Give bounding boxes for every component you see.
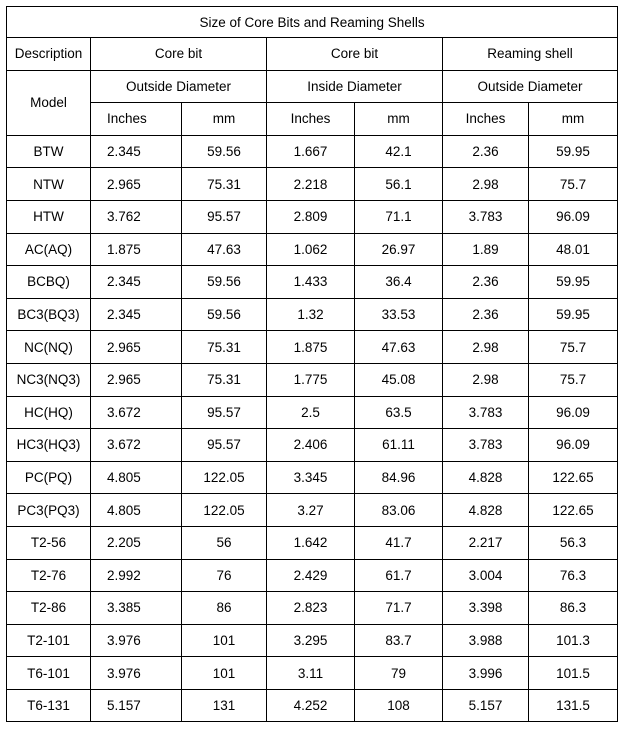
core-bit-id-mm-cell: 41.7 — [355, 526, 443, 559]
table-row — [7, 331, 618, 364]
core-bit-od-inches-cell: 4.805 — [91, 494, 182, 527]
core-bit-id-inches-cell: 1.875 — [267, 331, 355, 364]
core-bit-id-inches-cell: 3.11 — [267, 657, 355, 690]
core-bit-od-inches-cell: 3.976 — [91, 624, 182, 657]
core-bit-od-mm-cell: 95.57 — [182, 200, 267, 233]
core-bit-id-inches-cell: 1.667 — [267, 135, 355, 168]
reaming-shell-od-inches-cell: 4.828 — [443, 494, 529, 527]
reaming-shell-od-inches-cell: 3.988 — [443, 624, 529, 657]
core-bit-od-inches-cell: 3.672 — [91, 429, 182, 462]
model-cell: T6-101 — [7, 657, 91, 690]
reaming-shell-group-header: Reaming shell — [443, 38, 618, 71]
core-bit-od-mm-cell: 75.31 — [182, 363, 267, 396]
table-row — [7, 396, 618, 429]
core-bit-od-mm-cell: 95.57 — [182, 396, 267, 429]
core-bit-id-inches-cell: 1.642 — [267, 526, 355, 559]
core-bit-id-inches-cell: 2.809 — [267, 200, 355, 233]
table-row — [7, 592, 618, 625]
table-title: Size of Core Bits and Reaming Shells — [7, 7, 618, 38]
model-header: Model — [7, 70, 91, 135]
table-row — [7, 266, 618, 299]
reaming-shell-od-inches-cell: 5.157 — [443, 689, 529, 722]
core-bit-id-mm-cell: 108 — [355, 689, 443, 722]
reaming-shell-od-inches-cell: 3.783 — [443, 396, 529, 429]
core-bit-od-mm-cell: 75.31 — [182, 331, 267, 364]
reaming-shell-od-inches-cell: 2.36 — [443, 298, 529, 331]
reaming-shell-od-inches-cell: 3.398 — [443, 592, 529, 625]
table-row — [7, 624, 618, 657]
core-bit-od-mm-cell: 101 — [182, 624, 267, 657]
core-bit-od-mm-cell: 76 — [182, 559, 267, 592]
unit-header-inches: Inches — [267, 103, 355, 136]
table-row — [7, 689, 618, 722]
reaming-shell-od-mm-cell: 75.7 — [529, 331, 618, 364]
reaming-shell-od-inches-cell: 3.783 — [443, 429, 529, 462]
model-cell: PC(PQ) — [7, 461, 91, 494]
reaming-shell-od-mm-cell: 101.5 — [529, 657, 618, 690]
core-bit-od-mm-cell: 56 — [182, 526, 267, 559]
core-bit-id-inches-cell: 3.295 — [267, 624, 355, 657]
unit-header-mm: mm — [355, 103, 443, 136]
reaming-shell-od-inches-cell: 3.996 — [443, 657, 529, 690]
unit-header-inches: Inches — [443, 103, 529, 136]
description-header: Description — [7, 38, 91, 71]
core-bit-outside-diameter-header: Outside Diameter — [91, 70, 267, 103]
model-cell: NC3(NQ3) — [7, 363, 91, 396]
reaming-shell-od-inches-cell: 3.004 — [443, 559, 529, 592]
model-cell: T6-131 — [7, 689, 91, 722]
core-bit-od-group-header: Core bit — [91, 38, 267, 71]
core-bit-id-mm-cell: 61.11 — [355, 429, 443, 462]
core-bit-od-inches-cell: 2.992 — [91, 559, 182, 592]
core-bit-id-inches-cell: 3.27 — [267, 494, 355, 527]
core-bit-id-mm-cell: 84.96 — [355, 461, 443, 494]
table-row — [7, 657, 618, 690]
table-row — [7, 461, 618, 494]
table-row — [7, 559, 618, 592]
model-cell: T2-76 — [7, 559, 91, 592]
core-bit-od-mm-cell: 122.05 — [182, 494, 267, 527]
model-cell: T2-56 — [7, 526, 91, 559]
core-bit-id-mm-cell: 36.4 — [355, 266, 443, 299]
model-cell: NTW — [7, 168, 91, 201]
core-bit-id-inches-cell: 2.406 — [267, 429, 355, 462]
reaming-shell-od-inches-cell: 2.98 — [443, 168, 529, 201]
reaming-shell-od-mm-cell: 101.3 — [529, 624, 618, 657]
table-row — [7, 363, 618, 396]
reaming-shell-od-mm-cell: 75.7 — [529, 168, 618, 201]
reaming-shell-od-mm-cell: 131.5 — [529, 689, 618, 722]
reaming-shell-od-mm-cell: 75.7 — [529, 363, 618, 396]
core-bit-id-mm-cell: 71.1 — [355, 200, 443, 233]
core-bit-id-mm-cell: 26.97 — [355, 233, 443, 266]
core-bit-od-mm-cell: 59.56 — [182, 266, 267, 299]
reaming-shell-od-mm-cell: 122.65 — [529, 461, 618, 494]
core-bit-od-inches-cell: 2.205 — [91, 526, 182, 559]
model-cell: HTW — [7, 200, 91, 233]
core-bit-id-inches-cell: 1.32 — [267, 298, 355, 331]
core-bit-id-mm-cell: 42.1 — [355, 135, 443, 168]
core-bit-id-mm-cell: 33.53 — [355, 298, 443, 331]
unit-header-mm: mm — [182, 103, 267, 136]
core-bit-od-inches-cell: 1.875 — [91, 233, 182, 266]
reaming-shell-od-inches-cell: 4.828 — [443, 461, 529, 494]
model-cell: AC(AQ) — [7, 233, 91, 266]
core-bit-id-inches-cell: 3.345 — [267, 461, 355, 494]
table-row — [7, 233, 618, 266]
model-cell: PC3(PQ3) — [7, 494, 91, 527]
core-bit-id-mm-cell: 61.7 — [355, 559, 443, 592]
core-bit-id-inches-cell: 2.823 — [267, 592, 355, 625]
core-bits-table — [6, 6, 618, 722]
table-title-row — [7, 7, 618, 38]
reaming-shell-od-mm-cell: 86.3 — [529, 592, 618, 625]
core-bit-inside-diameter-header: Inside Diameter — [267, 70, 443, 103]
core-bit-id-mm-cell: 83.06 — [355, 494, 443, 527]
table-row — [7, 429, 618, 462]
core-bit-od-mm-cell: 59.56 — [182, 298, 267, 331]
reaming-shell-od-mm-cell: 122.65 — [529, 494, 618, 527]
reaming-shell-od-mm-cell: 59.95 — [529, 266, 618, 299]
core-bit-id-mm-cell: 45.08 — [355, 363, 443, 396]
core-bit-od-mm-cell: 131 — [182, 689, 267, 722]
core-bit-od-inches-cell: 2.965 — [91, 331, 182, 364]
model-cell: T2-101 — [7, 624, 91, 657]
reaming-shell-od-mm-cell: 59.95 — [529, 135, 618, 168]
header-row-subgroups — [7, 70, 618, 103]
reaming-shell-od-mm-cell: 96.09 — [529, 396, 618, 429]
core-bit-od-inches-cell: 2.345 — [91, 298, 182, 331]
core-bit-od-inches-cell: 3.385 — [91, 592, 182, 625]
model-cell: BTW — [7, 135, 91, 168]
reaming-shell-od-inches-cell: 2.98 — [443, 331, 529, 364]
core-bit-od-mm-cell: 59.56 — [182, 135, 267, 168]
core-bit-od-inches-cell: 5.157 — [91, 689, 182, 722]
reaming-shell-od-mm-cell: 48.01 — [529, 233, 618, 266]
core-bit-id-mm-cell: 83.7 — [355, 624, 443, 657]
model-cell: HC3(HQ3) — [7, 429, 91, 462]
model-cell: BC3(BQ3) — [7, 298, 91, 331]
header-row-units — [7, 103, 618, 136]
core-bit-id-inches-cell: 1.433 — [267, 266, 355, 299]
core-bit-od-inches-cell: 2.965 — [91, 168, 182, 201]
core-bit-od-mm-cell: 75.31 — [182, 168, 267, 201]
model-cell: T2-86 — [7, 592, 91, 625]
core-bit-id-inches-cell: 1.775 — [267, 363, 355, 396]
core-bit-id-inches-cell: 1.062 — [267, 233, 355, 266]
core-bit-od-inches-cell: 4.805 — [91, 461, 182, 494]
core-bit-id-group-header: Core bit — [267, 38, 443, 71]
header-row-groups — [7, 38, 618, 71]
model-cell: HC(HQ) — [7, 396, 91, 429]
core-bit-od-mm-cell: 122.05 — [182, 461, 267, 494]
unit-header-inches: Inches — [91, 103, 182, 136]
reaming-shell-od-mm-cell: 56.3 — [529, 526, 618, 559]
core-bit-id-mm-cell: 79 — [355, 657, 443, 690]
reaming-shell-od-inches-cell: 2.98 — [443, 363, 529, 396]
core-bit-id-mm-cell: 71.7 — [355, 592, 443, 625]
reaming-shell-od-inches-cell: 2.217 — [443, 526, 529, 559]
core-bit-od-inches-cell: 2.345 — [91, 135, 182, 168]
core-bit-od-inches-cell: 3.762 — [91, 200, 182, 233]
core-bit-id-mm-cell: 56.1 — [355, 168, 443, 201]
core-bit-id-mm-cell: 47.63 — [355, 331, 443, 364]
reaming-shell-od-inches-cell: 3.783 — [443, 200, 529, 233]
reaming-shell-od-inches-cell: 2.36 — [443, 266, 529, 299]
reaming-shell-od-mm-cell: 59.95 — [529, 298, 618, 331]
core-bit-od-inches-cell: 2.965 — [91, 363, 182, 396]
core-bit-id-inches-cell: 2.218 — [267, 168, 355, 201]
reaming-shell-od-inches-cell: 2.36 — [443, 135, 529, 168]
core-bit-od-inches-cell: 2.345 — [91, 266, 182, 299]
core-bit-id-inches-cell: 4.252 — [267, 689, 355, 722]
core-bit-id-inches-cell: 2.429 — [267, 559, 355, 592]
reaming-shell-od-inches-cell: 1.89 — [443, 233, 529, 266]
reaming-shell-od-mm-cell: 96.09 — [529, 429, 618, 462]
table-row — [7, 494, 618, 527]
table-row — [7, 135, 618, 168]
table-row — [7, 298, 618, 331]
table-row — [7, 526, 618, 559]
unit-header-mm: mm — [529, 103, 618, 136]
core-bit-od-mm-cell: 86 — [182, 592, 267, 625]
core-bit-od-mm-cell: 95.57 — [182, 429, 267, 462]
reaming-shell-od-mm-cell: 96.09 — [529, 200, 618, 233]
core-bit-id-mm-cell: 63.5 — [355, 396, 443, 429]
model-cell: BCBQ) — [7, 266, 91, 299]
core-bit-id-inches-cell: 2.5 — [267, 396, 355, 429]
reaming-shell-outside-diameter-header: Outside Diameter — [443, 70, 618, 103]
core-bit-od-mm-cell: 101 — [182, 657, 267, 690]
core-bit-od-inches-cell: 3.976 — [91, 657, 182, 690]
core-bit-od-inches-cell: 3.672 — [91, 396, 182, 429]
table-row — [7, 168, 618, 201]
table-row — [7, 200, 618, 233]
reaming-shell-od-mm-cell: 76.3 — [529, 559, 618, 592]
model-cell: NC(NQ) — [7, 331, 91, 364]
core-bit-od-mm-cell: 47.63 — [182, 233, 267, 266]
